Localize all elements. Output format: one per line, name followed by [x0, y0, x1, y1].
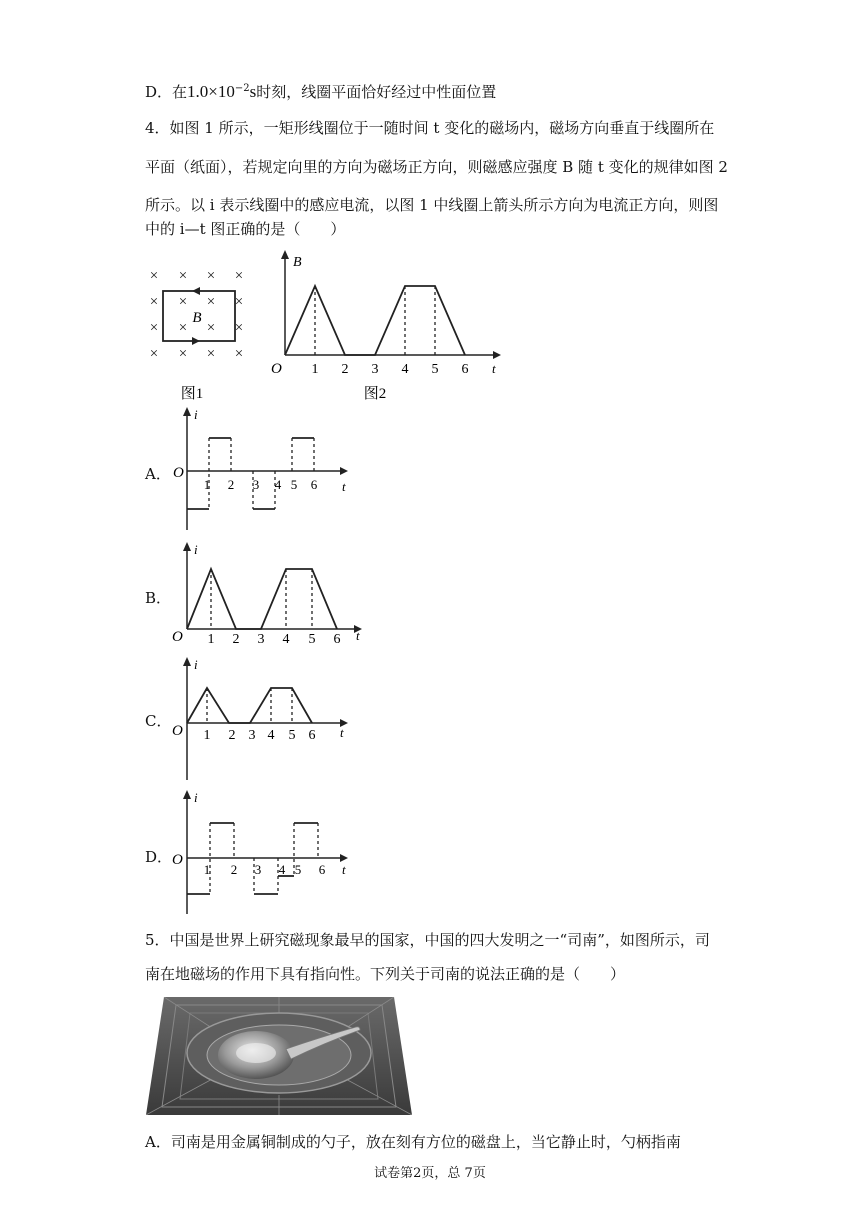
- field-cross: ×: [178, 346, 188, 362]
- field-cross: ×: [178, 294, 188, 310]
- t-axis-label: t: [340, 725, 344, 740]
- current-arrow-bottom: [192, 337, 200, 345]
- figure-1-caption: 图1: [180, 386, 204, 402]
- t-axis-label: t: [342, 479, 346, 494]
- tick-label: 3: [257, 632, 265, 645]
- origin-label: O: [173, 465, 184, 481]
- option-a-label: A．: [145, 465, 171, 483]
- tick-label: 3: [371, 362, 379, 377]
- figure-1: [140, 262, 255, 402]
- current-curve: [187, 688, 312, 723]
- q5-stem-line-2: 南在地磁场的作用下具有指向性。下列关于司南的说法正确的是（ ）: [145, 965, 626, 983]
- i-axis-arrow: [183, 407, 191, 416]
- b-axis-arrow: [281, 250, 289, 259]
- tick-label: 3: [252, 477, 260, 492]
- q4-stem-line-4: 中的 i—t 图正确的是（ ）: [145, 220, 346, 238]
- origin-label: O: [172, 852, 183, 868]
- origin-label: O: [172, 723, 183, 739]
- field-cross: ×: [206, 294, 216, 310]
- b-axis-label: B: [293, 255, 302, 270]
- figure-2-b-t-graph: [265, 248, 510, 403]
- b-curve: [285, 286, 465, 355]
- tick-label: 6: [461, 362, 469, 377]
- origin-label: O: [172, 629, 183, 645]
- t-axis-label: t: [356, 628, 360, 643]
- field-cross: ×: [234, 268, 244, 284]
- field-cross: ×: [178, 320, 188, 336]
- i-axis-label: i: [194, 790, 198, 805]
- option-b-label: B．: [145, 589, 172, 607]
- i-axis-label: i: [194, 542, 198, 557]
- tick-label: 1: [203, 728, 211, 743]
- tick-label: 3: [248, 728, 256, 743]
- option-b-graph: [170, 540, 370, 645]
- tick-label: 6: [333, 632, 341, 645]
- figure-2-caption: 图2: [363, 386, 387, 402]
- page-footer: 试卷第2页，总 7页: [374, 1166, 486, 1181]
- field-cross: ×: [234, 320, 244, 336]
- option-d-label: D．: [145, 848, 173, 866]
- q4-stem-line-2: 平面（纸面），若规定向里的方向为磁场正方向，则磁感应强度 B 随 t 变化的规律如图 2: [145, 158, 728, 176]
- tick-label: 1: [203, 477, 211, 492]
- q5-option-a: A．司南是用金属铜制成的勺子，放在刻有方位的磁盘上，当它静止时，勺柄指南: [145, 1133, 681, 1151]
- tick-label: 6: [310, 477, 318, 492]
- tick-label: 2: [230, 862, 238, 877]
- q4-stem-line-1: 4．如图 1 所示，一矩形线圈位于一随时间 t 变化的磁场内，磁场方向垂直于线圈所在: [145, 119, 715, 137]
- t-axis-arrow: [340, 854, 348, 862]
- field-cross: ×: [206, 320, 216, 336]
- tick-label: 4: [401, 362, 409, 377]
- field-cross: ×: [206, 346, 216, 362]
- option-a-graph: [170, 405, 355, 535]
- q4-stem-line-3: 所示。以 i 表示线圈中的感应电流，以图 1 中线圈上箭头所示方向为电流正方向，则图: [145, 196, 719, 214]
- tick-label: 5: [288, 728, 296, 743]
- tick-label: 2: [232, 632, 240, 645]
- formula-unit: s: [249, 82, 257, 101]
- tick-label: 6: [318, 862, 326, 877]
- field-cross: ×: [149, 320, 159, 336]
- tick-label: 5: [294, 862, 302, 877]
- tick-label: 4: [267, 728, 275, 743]
- t-axis-arrow: [493, 351, 501, 359]
- field-cross: ×: [234, 346, 244, 362]
- tick-label: 5: [290, 477, 298, 492]
- option-d-prefix: D．在: [145, 83, 188, 101]
- t-axis-label: t: [492, 361, 496, 376]
- formula-base: 1.0×10: [187, 82, 235, 101]
- current-curve: [187, 569, 337, 629]
- i-axis-arrow: [183, 657, 191, 666]
- field-cross: ×: [149, 346, 159, 362]
- option-d-graph: [170, 788, 355, 918]
- origin-label: O: [271, 361, 282, 377]
- current-arrow-top: [192, 287, 200, 295]
- i-axis-arrow: [183, 790, 191, 799]
- field-label: B: [192, 310, 202, 326]
- field-cross: ×: [178, 268, 188, 284]
- option-d-suffix: 时刻，线圈平面恰好经过中性面位置: [256, 83, 497, 101]
- tick-label: 1: [203, 862, 211, 877]
- q5-stem-line-1: 5．中国是世界上研究磁现象最早的国家，中国的四大发明之一“司南”，如图所示，司: [145, 931, 710, 949]
- option-c-label: C．: [145, 712, 172, 730]
- t-axis-label: t: [342, 862, 346, 877]
- formula-exponent: −2: [234, 83, 250, 94]
- field-cross: ×: [206, 268, 216, 284]
- tick-label: 4: [278, 862, 286, 877]
- t-axis-arrow: [340, 467, 348, 475]
- tick-label: 5: [308, 632, 316, 645]
- field-cross: ×: [234, 294, 244, 310]
- i-axis-label: i: [194, 657, 198, 672]
- field-cross: ×: [149, 294, 159, 310]
- tick-label: 2: [341, 362, 349, 377]
- tick-label: 5: [431, 362, 439, 377]
- tick-label: 2: [228, 728, 236, 743]
- i-axis-label: i: [194, 407, 198, 422]
- tick-label: 1: [311, 362, 319, 377]
- q3-option-d: [145, 79, 496, 102]
- sinan-compass-photo: [146, 997, 412, 1115]
- i-axis-arrow: [183, 542, 191, 551]
- tick-label: 3: [254, 862, 262, 877]
- tick-label: 1: [207, 632, 215, 645]
- tick-label: 6: [308, 728, 316, 743]
- option-c-graph: [170, 655, 355, 785]
- tick-label: 2: [227, 477, 235, 492]
- tick-label: 4: [282, 632, 290, 645]
- tick-label: 4: [274, 477, 282, 492]
- field-cross: ×: [149, 268, 159, 284]
